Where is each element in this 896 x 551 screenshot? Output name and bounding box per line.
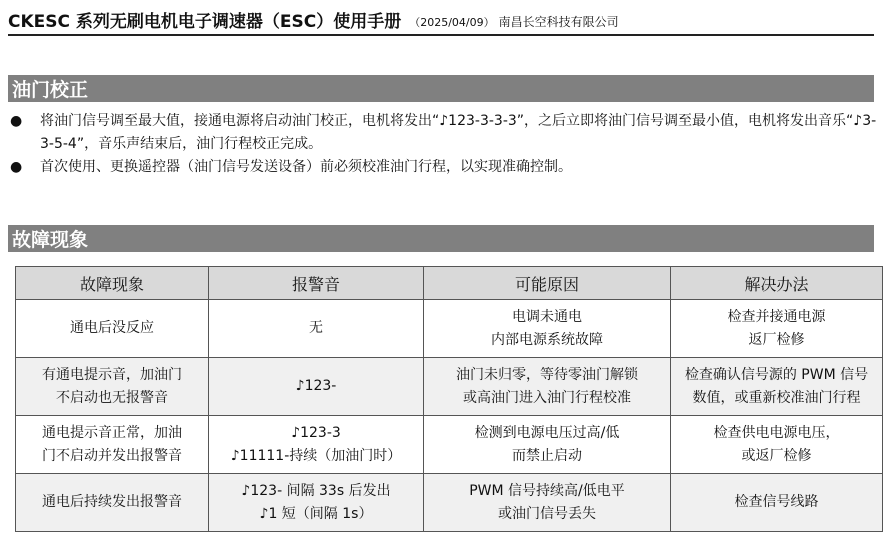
cell-line: 检查供电电源电压， xyxy=(713,424,840,441)
document-date: （2025/04/09） xyxy=(409,16,495,29)
table-row xyxy=(16,358,883,416)
cell-line: 检查确认信号源的 PWM 信号 xyxy=(684,366,869,383)
throttle-calibration-list xyxy=(8,110,878,179)
solution-cell xyxy=(671,358,883,416)
symptom-cell xyxy=(16,416,209,474)
column-header: 解决办法 xyxy=(671,267,883,300)
bullet-text: 将油门信号调至最大值，接通电源将启动油门校正，电机将发出“♪123-3-3-3”，之后立即将油门信号调至最小值，电机将发出音乐“♪3-3-5-4”，音乐声结束后，油门行程校正完成。 xyxy=(40,113,877,152)
cause-cell xyxy=(424,474,671,532)
solution-cell xyxy=(671,416,883,474)
cell-line: 检查并接通电源 xyxy=(727,308,826,325)
symptom-cell xyxy=(16,474,209,532)
cell-line: 而禁止启动 xyxy=(512,447,582,464)
cause-cell xyxy=(424,358,671,416)
solution-cell xyxy=(671,300,883,358)
cell-line: 通电后持续发出报警音 xyxy=(42,494,182,510)
cell-line: 或油门信号丢失 xyxy=(498,505,596,522)
symptom-cell xyxy=(16,300,209,358)
document-header xyxy=(8,8,874,36)
cell-line: 电调未通电 xyxy=(512,308,582,325)
company-name: 南昌长空科技有限公司 xyxy=(498,15,619,29)
cell-line: ♪123- 间隔 33s 后发出 xyxy=(241,482,391,499)
section-title: 油门校正 xyxy=(12,79,89,101)
cell-line: 返厂检修 xyxy=(748,331,805,348)
fault-table xyxy=(15,266,883,532)
cell-line: 油门未归零，等待零油门解锁 xyxy=(456,366,638,383)
section-title: 故障现象 xyxy=(12,229,89,251)
cell-line: 不启动也无报警音 xyxy=(56,389,168,406)
section-heading-faults xyxy=(8,225,874,252)
cell-line: 或返厂检修 xyxy=(741,447,812,464)
cell-line: 无 xyxy=(309,320,323,336)
section-heading-throttle-calibration xyxy=(8,75,874,102)
cause-cell xyxy=(424,300,671,358)
bullet-item xyxy=(8,156,878,179)
column-header: 可能原因 xyxy=(424,267,671,300)
cell-line: 门不启动并发出报警音 xyxy=(42,447,182,464)
cell-line: ♪123-3 xyxy=(291,424,341,441)
bullet-item xyxy=(8,110,878,156)
cell-line: ♪11111-持续（加油门时） xyxy=(230,447,402,464)
table-row xyxy=(16,416,883,474)
cell-line: ♪1 短（间隔 1s） xyxy=(259,505,373,522)
cause-cell xyxy=(424,416,671,474)
column-header: 故障现象 xyxy=(16,267,209,300)
cell-line: ♪123- xyxy=(295,378,337,394)
tone-cell xyxy=(209,474,424,532)
cell-line: 数值，或重新校准油门行程 xyxy=(692,389,861,406)
cell-line: 内部电源系统故障 xyxy=(491,331,603,348)
cell-line: 通电后没反应 xyxy=(70,320,154,336)
tone-cell xyxy=(209,300,424,358)
cell-line: 通电提示音正常，加油 xyxy=(42,424,182,441)
bullet-text: 首次使用、更换遥控器（油门信号发送设备）前必须校准油门行程，以实现准确控制。 xyxy=(40,159,572,175)
bullet-dot-icon: ● xyxy=(10,113,23,129)
tone-cell xyxy=(209,416,424,474)
table-header-row xyxy=(16,267,883,300)
document-title: CKESC 系列无刷电机电子调速器（ESC）使用手册 xyxy=(8,12,402,32)
table-row xyxy=(16,474,883,532)
symptom-cell xyxy=(16,358,209,416)
tone-cell xyxy=(209,358,424,416)
solution-cell xyxy=(671,474,883,532)
cell-line: PWM 信号持续高/低电平 xyxy=(469,482,625,499)
cell-line: 检查信号线路 xyxy=(734,494,819,510)
table-row xyxy=(16,300,883,358)
bullet-dot-icon: ● xyxy=(10,159,23,175)
cell-line: 或高油门进入油门行程校准 xyxy=(463,389,631,406)
cell-line: 有通电提示音，加油门 xyxy=(42,366,182,383)
column-header: 报警音 xyxy=(209,267,424,300)
cell-line: 检测到电源电压过高/低 xyxy=(474,424,620,441)
